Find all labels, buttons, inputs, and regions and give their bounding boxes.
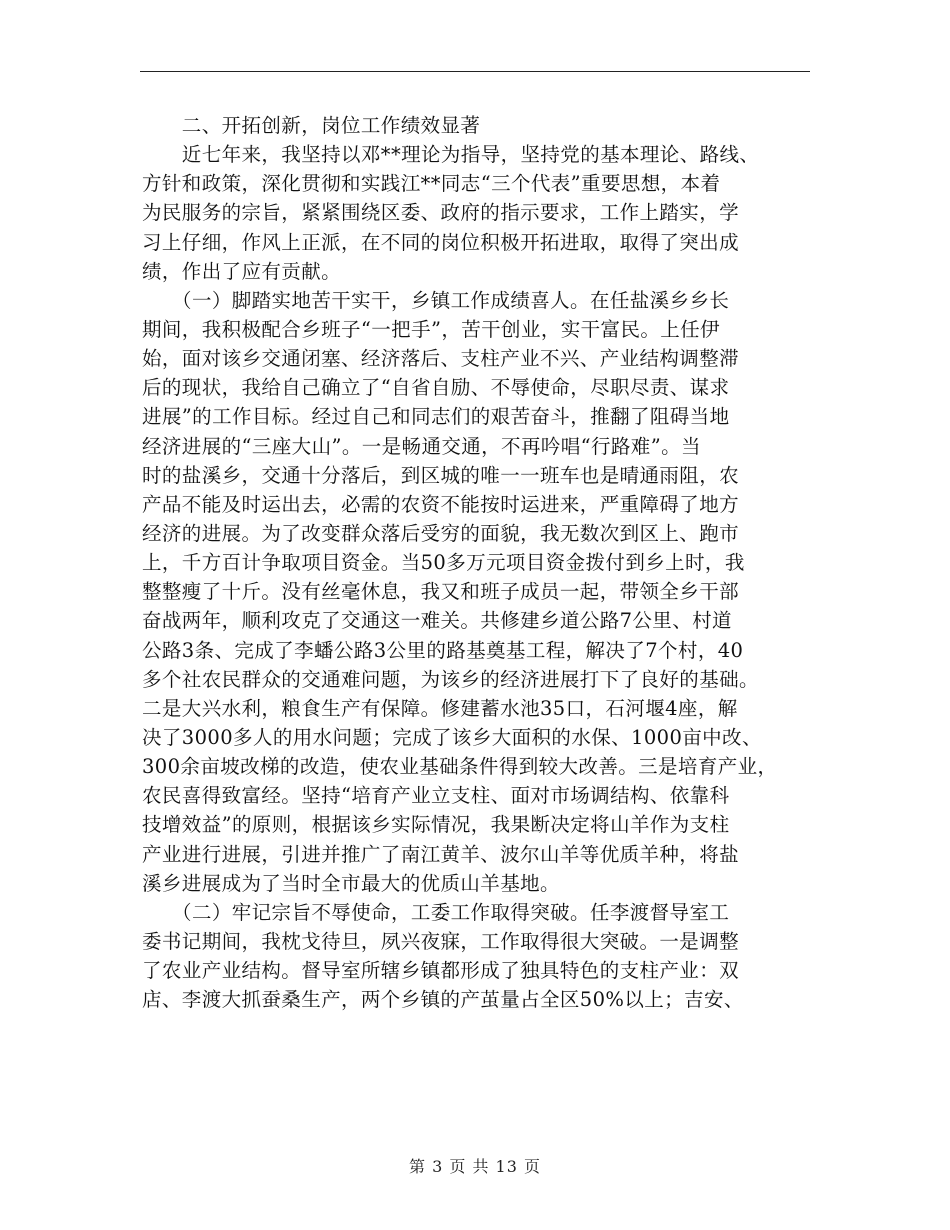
body-line: 后的现状，我给自己确立了“自省自励、不辱使命，尽职尽责、谋求: [142, 376, 730, 400]
body-line: 奋战两年，顺利攻克了交通这一难关。共修建乡道公路7公里、村道: [142, 609, 732, 633]
body-line: 经济的进展。为了改变群众落后受穷的面貌，我无数次到区上、跑市: [142, 521, 740, 545]
body-line: 整整瘦了十斤。没有丝毫休息，我又和班子成员一起，带领全乡干部: [142, 580, 740, 604]
document-body: [142, 111, 832, 1014]
body-line: 了农业产业结构。督导室所辖乡镇都形成了独具特色的支柱产业：双: [142, 959, 740, 983]
body-line: 决了3000多人的用水问题；完成了该乡大面积的水保、1000亩中改、: [142, 725, 762, 749]
body-line: 300余亩坡改梯的改造，使农业基础条件得到较大改善。三是培育产业，: [142, 755, 778, 779]
body-line: 多个社农民群众的交通难问题，为该乡的经济进展打下了良好的基础。: [142, 667, 759, 691]
body-line: 委书记期间，我枕戈待旦，夙兴夜寐，工作取得很大突破。一是调整: [142, 929, 740, 953]
body-line: 二、开拓创新，岗位工作绩效显著: [142, 114, 481, 137]
body-line: 二是大兴水利，粮食生产有保障。修建蓄水池35口，石河堰4座，解: [142, 696, 738, 720]
body-line: 始，面对该乡交通闭塞、经济落后、支柱产业不兴、产业结构调整滞: [142, 347, 740, 371]
body-line: 方针和政策，深化贯彻和实践江**同志“三个代表”重要思想，本着: [142, 172, 721, 196]
body-line: 为民服务的宗旨，紧紧围绕区委、政府的指示要求，工作上踏实，学: [142, 201, 740, 225]
body-line: 产业进行进展，引进并推广了南江黄羊、波尔山羊等优质羊种，将盐: [142, 842, 740, 866]
body-line: 农民喜得致富经。坚持“培育产业立支柱、面对市场调结构、依靠科: [142, 784, 730, 808]
body-line: 习上仔细，作风上正派，在不同的岗位积极开拓进取，取得了突出成: [142, 230, 740, 254]
body-line: 技增效益”的原则，根据该乡实际情况，我果断决定将山羊作为支柱: [142, 813, 730, 837]
body-line: 进展”的工作目标。经过自己和同志们的艰苦奋斗，推翻了阻碍当地: [142, 405, 730, 429]
body-line: 产品不能及时运出去，必需的农资不能按时运进来，严重障碍了地方: [142, 492, 740, 516]
page-number-footer: 第 3 页 共 13 页: [409, 1157, 541, 1176]
body-line: 公路3条、完成了李蟠公路3公里的路基奠基工程，解决了7个村，40: [142, 638, 744, 662]
body-line: 经济进展的“三座大山”。一是畅通交通，不再吟唱“行路难”。当: [142, 434, 701, 458]
body-line: （一）脚踏实地苦干实干，乡镇工作成绩喜人。在任盐溪乡乡长: [142, 288, 730, 312]
body-line: 上，千方百计争取项目资金。当50多万元项目资金拨付到乡上时，我: [142, 551, 745, 575]
body-line: 溪乡进展成为了当时全市最大的优质山羊基地。: [142, 871, 560, 895]
body-line: 近七年来，我坚持以邓**理论为指导，坚持党的基本理论、路线、: [142, 143, 760, 167]
body-line: （二）牢记宗旨不辱使命，工委工作取得突破。任李渡督导室工: [142, 900, 730, 924]
body-line: 期间，我积极配合乡班子“一把手”，苦干创业，实干富民。上任伊: [142, 317, 720, 341]
body-line: 时的盐溪乡，交通十分落后，到区城的唯一一班车也是晴通雨阻，农: [142, 463, 740, 487]
body-line: 店、李渡大抓蚕桑生产，两个乡镇的产茧量占全区50%以上；吉安、: [142, 988, 744, 1012]
header-rule: [140, 71, 810, 72]
body-line: 绩，作出了应有贡献。: [142, 259, 342, 283]
